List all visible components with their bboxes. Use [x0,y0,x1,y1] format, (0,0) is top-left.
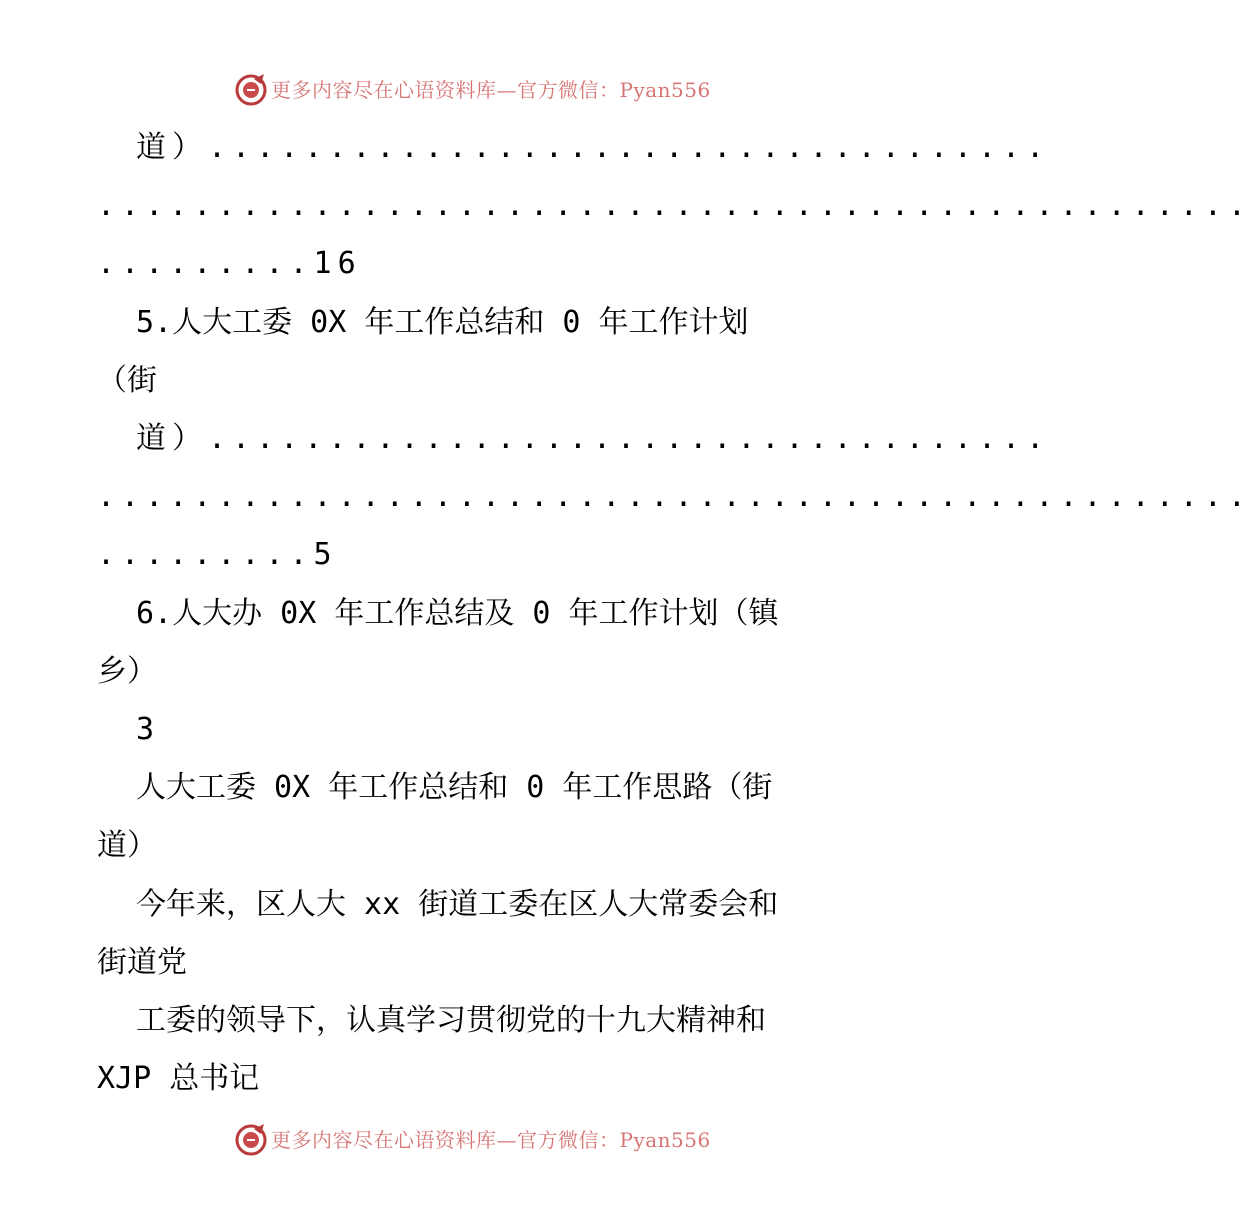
toc-leader-dots: ................................................ [97,188,1252,223]
toc-entry-5-title-cont: （街 [97,363,157,398]
pen-seal-icon [234,1123,268,1157]
toc-entry-5-leader: 道）................................... [136,421,1051,456]
page-footer-watermark [0,1115,950,1165]
page-number: 3 [136,712,155,747]
paragraph-line: XJP 总书记 [97,1061,260,1096]
paragraph-line: 今年来，区人大 xx 街道工委在区人大常委会和 [136,887,779,922]
section-title: 人大工委 0X 年工作总结和 0 年工作思路（街 [136,770,773,805]
watermark-text: 更多内容尽在心语资料库—官方微信：Pyan556 [271,1128,711,1152]
toc-entry-6-title-cont: 乡） [97,654,157,689]
toc-entry-4-leader: 道）................................... [136,130,1051,165]
toc-leader-dots: ................................................ [97,479,1252,514]
paragraph-line: 街道党 [97,945,187,980]
toc-entry-4-page: .........16 [97,246,362,281]
section-title-cont: 道） [97,828,157,863]
toc-entry-5-page: .........5 [97,537,338,572]
toc-entry-5-title: 5.人大工委 0X 年工作总结和 0 年工作计划 [136,305,749,340]
paragraph-line: 工委的领导下，认真学习贯彻党的十九大精神和 [136,1003,766,1038]
watermark-text: 更多内容尽在心语资料库—官方微信：Pyan556 [271,78,711,102]
toc-entry-6-title: 6.人大办 0X 年工作总结及 0 年工作计划（镇 [136,596,779,631]
